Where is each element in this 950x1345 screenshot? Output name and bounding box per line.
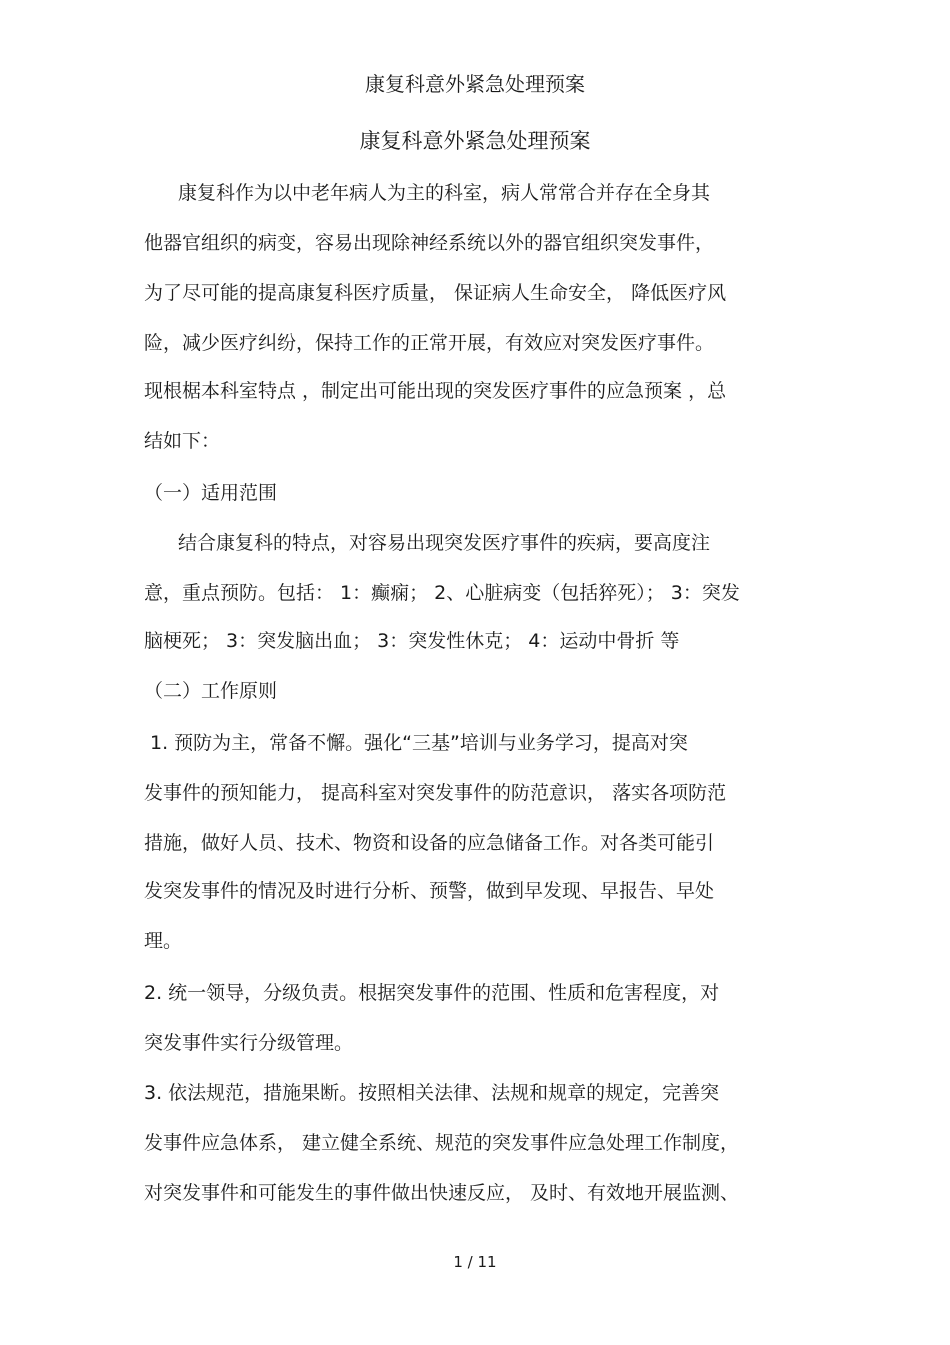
paragraph-line: 他器官组织的病变，容易出现除神经系统以外的器官组织突发事件， [144,232,715,254]
paragraph-line: 措施，做好人员、技术、物资和设备的应急储备工作。对各类可能引 [144,832,715,854]
paragraph-line: 对突发事件和可能发生的事件做出快速反应， 及时、有效地开展监测、 [144,1182,740,1204]
paragraph-line: 突发事件实行分级管理。 [144,1032,354,1054]
list-item-line: 1. 预防为主，常备不懈。强化“三基”培训与业务学习，提高对突 [150,732,688,754]
page-number: 1 / 11 [453,1253,497,1271]
paragraph-line: 脑梗死； 3：突发脑出血； 3：突发性休克； 4：运动中骨折 等 [144,630,680,652]
paragraph-line: 发事件应急体系， 建立健全系统、规范的突发事件应急处理工作制度， [144,1132,740,1154]
section-heading: （一）适用范围 [144,482,278,504]
paragraph-line: 结合康复科的特点，对容易出现突发医疗事件的疾病，要高度注 [178,532,711,554]
paragraph-line: 为了尽可能的提高康复科医疗质量， 保证病人生命安全， 降低医疗风 [144,282,727,304]
paragraph-line: 结如下： [144,430,221,452]
paragraph-line: 现根椐本科室特点 ，制定出可能出现的突发医疗事件的应急预案 ，总 [144,380,727,402]
running-header-title: 康复科意外紧急处理预案 [365,72,585,96]
paragraph-line: 险，减少医疗纠纷，保持工作的正常开展，有效应对突发医疗事件。 [144,332,715,354]
section-heading: （二）工作原则 [144,680,278,702]
paragraph-line: 理。 [144,930,183,952]
paragraph-line: 发突发事件的情况及时进行分析、预警，做到早发现、早报告、早处 [144,880,715,902]
paragraph-line: 康复科作为以中老年病人为主的科室，病人常常合并存在全身其 [178,182,711,204]
paragraph-line: 意，重点预防。包括： 1：癫痫； 2、心脏病变（包括猝死）； 3：突发 [144,582,740,604]
list-item-line: 3. 依法规范，措施果断。按照相关法律、法规和规章的规定，完善突 [144,1082,720,1104]
document-title: 康复科意外紧急处理预案 [359,129,591,153]
list-item-line: 2. 统一领导，分级负责。根据突发事件的范围、性质和危害程度，对 [144,982,720,1004]
paragraph-line: 发事件的预知能力， 提高科室对突发事件的防范意识， 落实各项防范 [144,782,727,804]
